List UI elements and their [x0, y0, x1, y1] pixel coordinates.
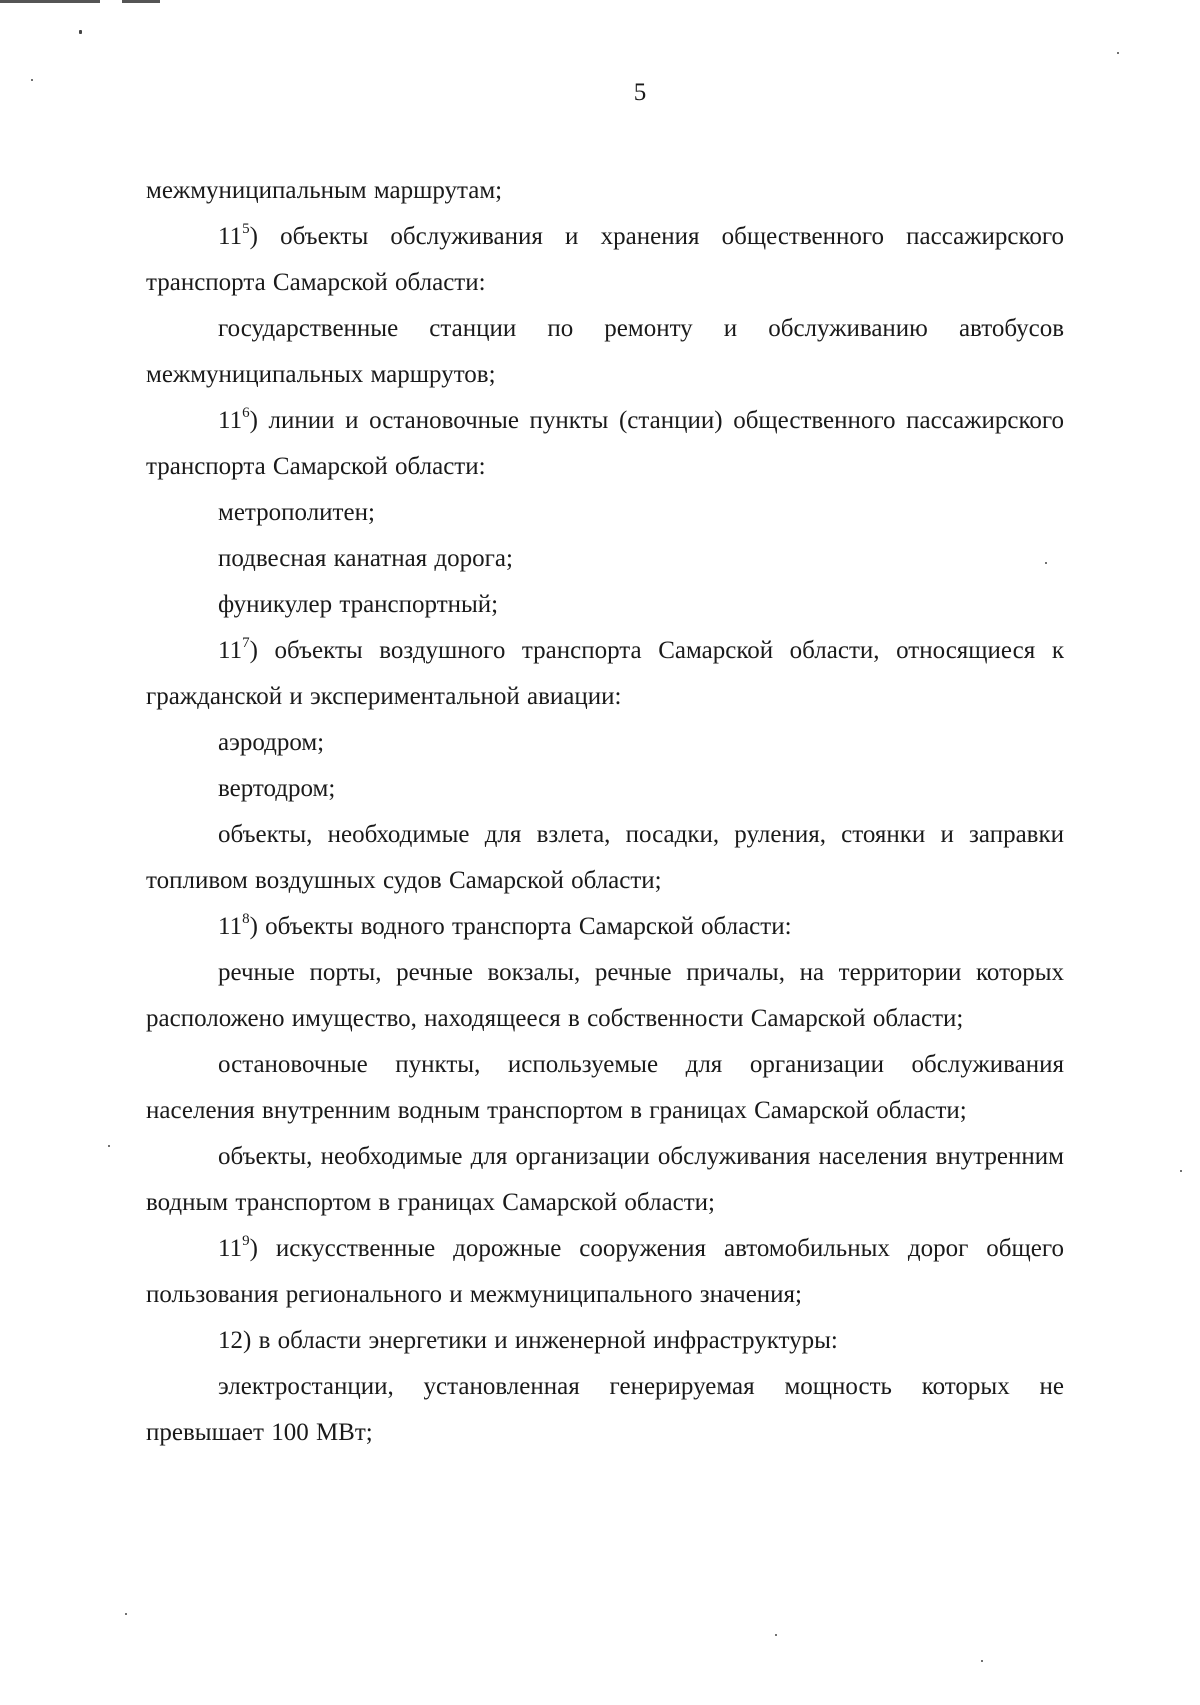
paragraph-text: объекты, необходимые для взлета, посадки, руления, стоянки и заправки топливом воздушных судов Самарской области;	[146, 821, 1064, 894]
paragraph	[146, 720, 1064, 766]
scan-speck	[775, 1634, 777, 1636]
paragraph-text: вертодром;	[218, 775, 336, 802]
scan-speck	[1117, 52, 1119, 54]
scan-speck	[981, 1660, 983, 1662]
scan-speck	[79, 30, 82, 34]
paragraph-text: ) объекты обслуживания и хранения общественного пассажирского транспорта Самарской области:	[146, 223, 1064, 296]
scan-edge-line	[0, 0, 100, 3]
paragraph-item-11-9	[146, 1226, 1064, 1318]
document-body	[146, 168, 1064, 1456]
item-superscript: 7	[242, 635, 250, 651]
paragraph-item-11-5	[146, 214, 1064, 306]
paragraph-text: межмуниципальным маршрутам;	[146, 177, 503, 204]
paragraph-text: электростанции, установленная генерируемая мощность которых не превышает 100 МВт;	[146, 1373, 1064, 1446]
paragraph-text: подвесная канатная дорога;	[218, 545, 513, 572]
item-superscript: 9	[242, 1233, 250, 1249]
paragraph-text: ) объекты воздушного транспорта Самарской области, относящиеся к гражданской и экспериментальной авиации:	[146, 637, 1064, 710]
paragraph-text: фуникулер транспортный;	[218, 591, 499, 618]
paragraph-text: речные порты, речные вокзалы, речные причалы, на территории которых расположено имущество, находящееся в собственности Самарской области;	[146, 959, 1064, 1032]
paragraph	[146, 1318, 1064, 1364]
item-number: 11	[218, 913, 243, 940]
item-number: 11	[218, 637, 243, 664]
paragraph	[146, 1134, 1064, 1226]
paragraph-text: аэродром;	[218, 729, 325, 756]
paragraph-text: метрополитен;	[218, 499, 375, 526]
paragraph	[146, 1042, 1064, 1134]
paragraph-text: ) искусственные дорожные сооружения автомобильных дорог общего пользования регионального и межмуниципального значения;	[146, 1235, 1064, 1308]
item-number: 11	[218, 407, 243, 434]
paragraph-text: государственные станции по ремонту и обслуживанию автобусов межмуниципальных маршрутов;	[146, 315, 1064, 388]
paragraph-text: остановочные пункты, используемые для организации обслуживания населения внутренним водным транспортом в границах Самарской области;	[146, 1051, 1064, 1124]
paragraph-text: ) объекты водного транспорта Самарской области:	[249, 913, 792, 940]
paragraph	[146, 168, 1064, 214]
paragraph-text: ) линии и остановочные пункты (станции) общественного пассажирского транспорта Самарской области:	[146, 407, 1064, 480]
paragraph-item-11-8	[146, 904, 1064, 950]
scan-speck	[108, 1145, 110, 1147]
paragraph	[146, 490, 1064, 536]
paragraph-item-11-7	[146, 628, 1064, 720]
paragraph	[146, 536, 1064, 582]
paragraph	[146, 950, 1064, 1042]
paragraph	[146, 766, 1064, 812]
paragraph	[146, 812, 1064, 904]
item-superscript: 5	[242, 221, 250, 237]
paragraph-item-11-6	[146, 398, 1064, 490]
paragraph	[146, 306, 1064, 398]
item-superscript: 6	[242, 405, 250, 421]
page-number: 5	[633, 79, 647, 106]
paragraph	[146, 1364, 1064, 1456]
paragraph-text: 12) в области энергетики и инженерной инфраструктуры:	[218, 1327, 838, 1354]
scan-speck	[125, 1613, 127, 1615]
scan-edge-line	[122, 0, 160, 3]
scan-speck	[1180, 1170, 1182, 1172]
paragraph-text: объекты, необходимые для организации обслуживания населения внутренним водным транспортом в границах Самарской области;	[146, 1143, 1064, 1216]
item-number: 11	[218, 223, 243, 250]
item-number: 11	[218, 1235, 243, 1262]
item-superscript: 8	[242, 911, 250, 927]
paragraph	[146, 582, 1064, 628]
